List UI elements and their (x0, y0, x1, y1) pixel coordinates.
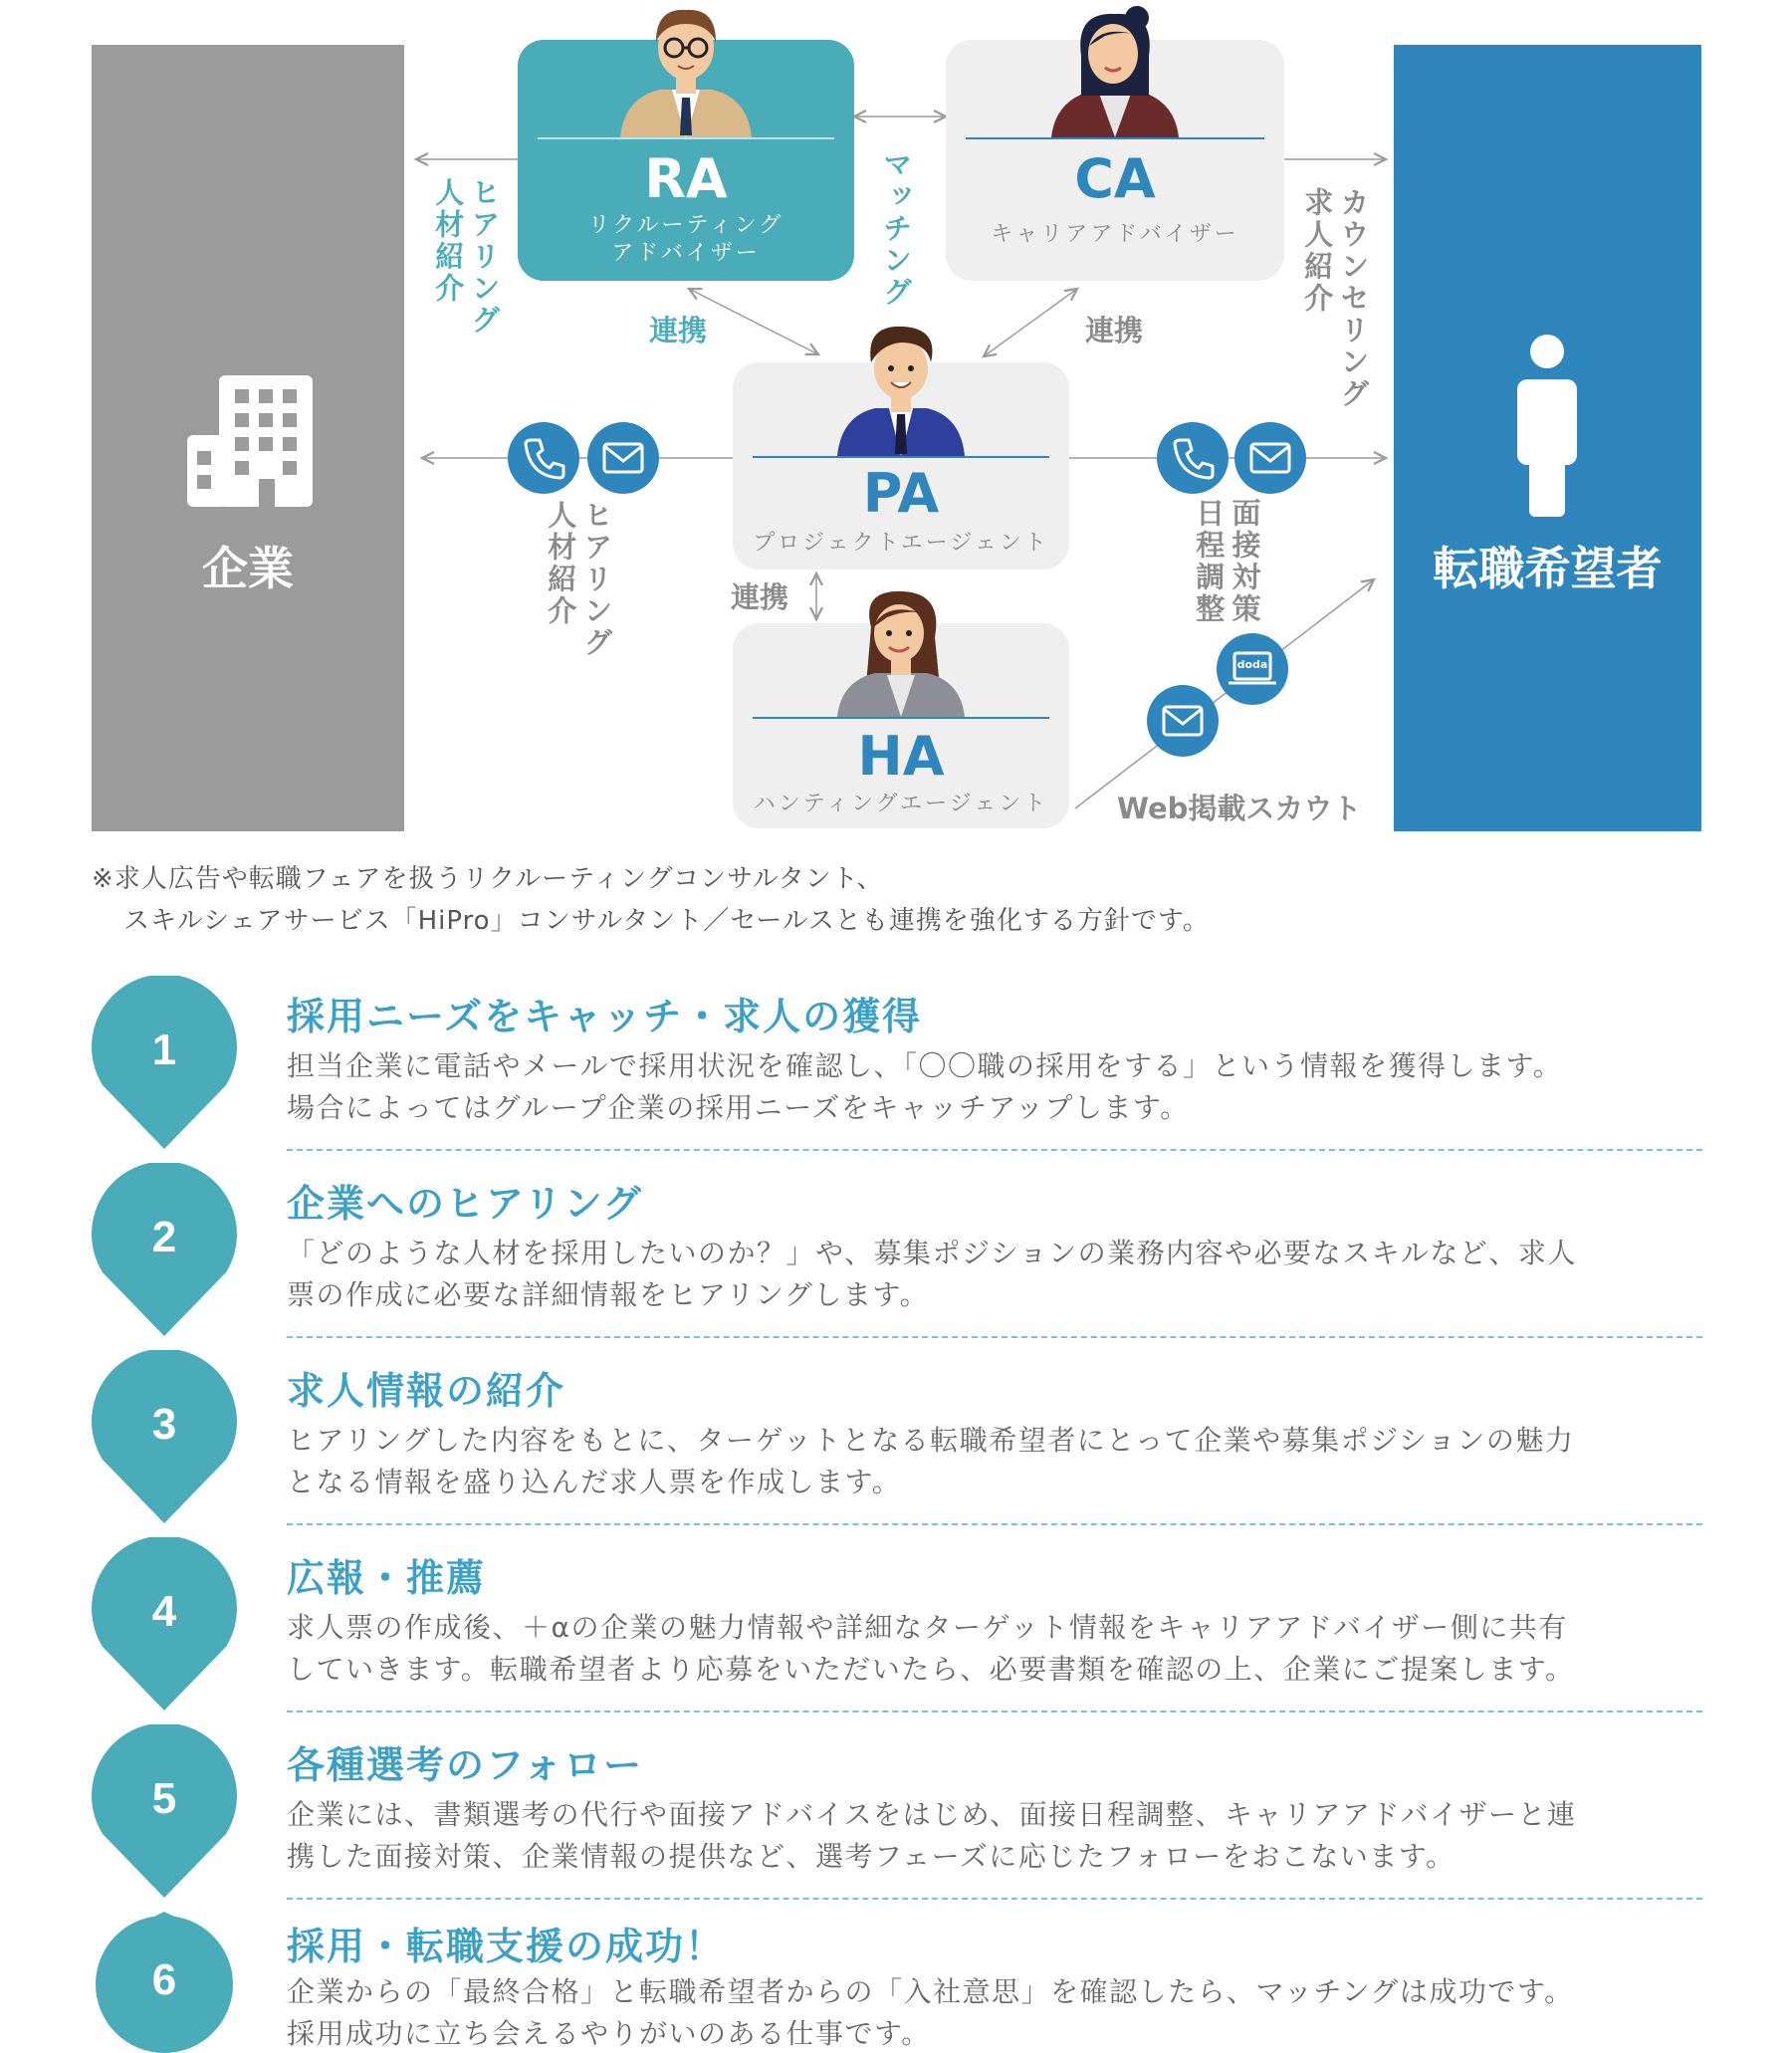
ha-abbr: HA (857, 725, 945, 788)
step-body-line: 企業には、書類選考の代行や面接アドバイスをはじめ、面接日程調整、キャリアアドバイザーと連 (287, 1798, 1577, 1831)
step-title: 採用ニーズをキャッチ・求人の獲得 (287, 995, 923, 1038)
step-title: 採用・転職支援の成功！ (287, 1925, 726, 1968)
step-body (287, 1420, 1710, 1503)
step-title: 企業へのヒアリング (287, 1182, 643, 1226)
pa-abbr: PA (862, 462, 940, 525)
ra-advisor-avatar (616, 2, 756, 137)
ha-name: ハンティングエージェント (753, 792, 1049, 816)
pa-company-link-label: ヒアリング人材紹介 (544, 500, 614, 659)
ha-card (733, 623, 1069, 828)
step-body (287, 1794, 1710, 1878)
step-number: 4 (151, 1587, 177, 1636)
note-line-1: ※求人広告や転職フェアを扱うリクルーティングコンサルタント、 (92, 864, 884, 894)
step-title: 求人情報の紹介 (287, 1369, 566, 1413)
step-body-line: 「どのような人材を採用したいのか？」や、募集ポジションの業務内容や必要なスキルなど、求人 (287, 1237, 1577, 1269)
ra-name: リクルーティング アドバイザー (587, 213, 784, 266)
step-separator (287, 1336, 1702, 1338)
job-seeker-label: 転職希望者 (1433, 542, 1663, 595)
ca-name: キャリアアドバイザー (991, 222, 1239, 247)
pa-name: プロジェクトエージェント (753, 531, 1049, 556)
mail-icon (1234, 422, 1306, 494)
step-body-line: 担当企業に電話やメールで採用状況を確認し、「〇〇職の採用をする」という情報を獲得します。 (287, 1049, 1563, 1082)
step-body-line: 求人票の作成後、＋αの企業の魅力情報や詳細なターゲット情報をキャリアアドバイザー側に共有 (287, 1611, 1568, 1644)
mail-icon (587, 422, 659, 494)
pa-agent-avatar (831, 317, 971, 456)
ra-divider (538, 137, 834, 139)
step-separator (287, 1898, 1702, 1900)
step-body (287, 1233, 1710, 1316)
step-body (287, 1971, 1710, 2053)
pa-ha-link-label: 連携 (731, 580, 789, 614)
ca-pa-link-label: 連携 (1085, 314, 1144, 347)
step-body-line: 企業からの「最終合格」と転職希望者からの「入社意思」を確認したら、マッチングは成功です。 (287, 1975, 1574, 2008)
step-body-line: 場合によってはグループ企業の採用ニーズをキャッチアップします。 (287, 1091, 1190, 1124)
step-number: 1 (151, 1026, 177, 1074)
ha-seeker-link-label: Web掲載スカウト (1117, 792, 1362, 825)
ca-abbr: CA (1074, 147, 1156, 210)
ra-company-link-label: ヒアリング人材紹介 (431, 177, 502, 337)
phone-icon (1157, 422, 1229, 494)
ra-pa-link-label: 連携 (649, 314, 708, 347)
step-number: 6 (151, 1955, 177, 2004)
step-body (287, 1607, 1710, 1691)
step-number: 2 (151, 1213, 177, 1261)
pa-seeker-link-label: 面接対策日程調整 (1192, 498, 1262, 625)
phone-icon (508, 422, 579, 494)
note-line-2: スキルシェアサービス「HiPro」コンサルタント／セールスとも連携を強化する方針です。 (123, 906, 1210, 936)
step-body-line: ヒアリングした内容をもとに、ターゲットとなる転職希望者にとって企業や募集ポジションの魅力 (287, 1424, 1575, 1457)
step-body (287, 1045, 1710, 1129)
pa-card (733, 362, 1069, 570)
pa-divider (753, 456, 1049, 458)
ra-ca-link-label: マッチング (879, 149, 914, 309)
company-panel (92, 45, 404, 831)
company-label: 企業 (202, 542, 294, 595)
step-separator (287, 1523, 1702, 1525)
mail-icon (1147, 685, 1219, 757)
laptop-icon (1217, 633, 1288, 705)
step-body-line: となる情報を盛り込んだ求人票を作成します。 (287, 1466, 902, 1498)
ca-seeker-link-label: カウンセリング求人紹介 (1300, 187, 1371, 410)
step-body-line: 採用成功に立ち会えるやりがいのある仕事です。 (287, 2017, 931, 2050)
step-title: 広報・推薦 (287, 1556, 487, 1600)
ha-agent-avatar (831, 587, 971, 717)
step-separator (287, 1149, 1702, 1151)
ra-abbr: RA (644, 147, 728, 210)
ha-divider (753, 717, 1049, 719)
ra-card (518, 40, 854, 281)
step-body-line: していきます。転職希望者より応募をいただいたら、必要書類を確認の上、企業にご提案します。 (287, 1653, 1575, 1686)
ca-advisor-avatar (1045, 6, 1185, 137)
step-separator (287, 1711, 1702, 1712)
ca-card (946, 40, 1284, 281)
step-number: 3 (151, 1400, 177, 1449)
doda-label: doda (1236, 658, 1268, 671)
person-icon (1511, 334, 1583, 517)
job-seeker-panel (1394, 45, 1701, 831)
ca-divider (966, 137, 1264, 139)
step-title: 各種選考のフォロー (287, 1743, 644, 1787)
step-body-line: 票の作成に必要な詳細情報をヒアリングします。 (287, 1278, 930, 1311)
step-body-line: 携した面接対策、企業情報の提供など、選考フェーズに応じたフォローをおこないます。 (287, 1840, 1456, 1873)
building-icon (179, 371, 319, 511)
step-number: 5 (151, 1774, 177, 1823)
